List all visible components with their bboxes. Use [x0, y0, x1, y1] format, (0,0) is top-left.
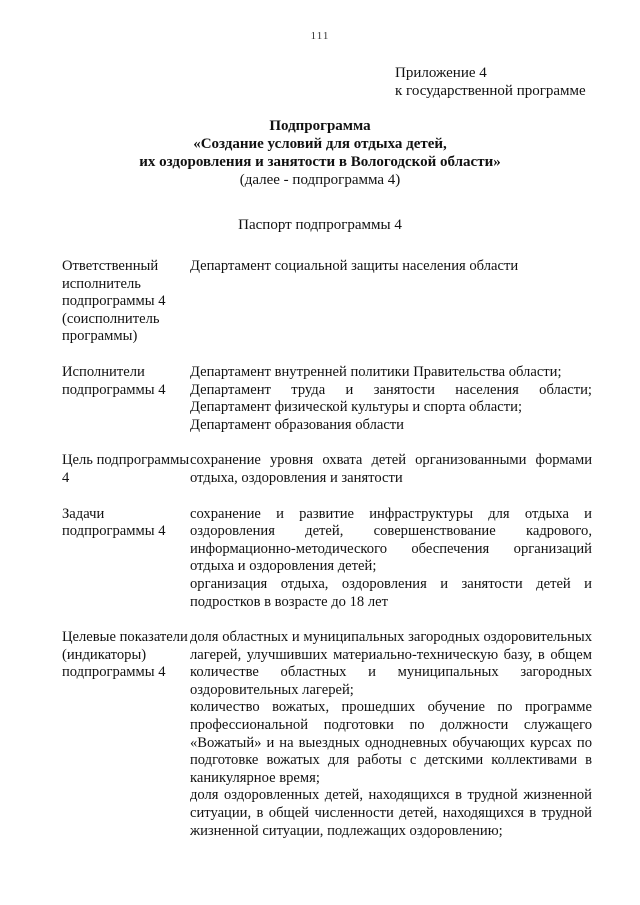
value-item: организация отдыха, оздоровления и занятости детей и подростков в возрасте до 18 лет [190, 575, 592, 610]
row-value [190, 452, 592, 487]
row-value [190, 258, 592, 346]
value-item: доля областных и муниципальных загородных оздоровительных лагерей, улучшивших материально-техническую базу, в общем количестве областных и муниципальных загородных оздоровительных лагерей; [190, 629, 592, 698]
value-item: количество вожатых, прошедших обучение по программе профессиональной подготовки по должности служащего «Вожатый» и на выездных однодневных обучающих курсах по подготовке вожатых для работы с детскими коллективами в каникулярное время; [190, 699, 592, 786]
value-item: Департамент внутренней политики Правительства области; [190, 363, 562, 380]
row-label: Целевые показатели (индикаторы) подпрограммы 4 [62, 629, 188, 681]
value-item: сохранение уровня охвата детей организованными формами отдыха, оздоровления и занятости [190, 452, 592, 486]
appendix-line-1: Приложение 4 [395, 65, 487, 81]
passport-row-executors [62, 364, 592, 434]
value-item: Департамент социальной защиты населения области [190, 258, 519, 274]
value-item: Департамент труда и занятости населения области; Департамент физической культуры и спорта области; [190, 381, 592, 416]
appendix-note [395, 64, 586, 100]
passport-row-tasks [62, 506, 592, 612]
title-line-2: «Создание условий для отдыха детей, [193, 136, 447, 152]
value-item: доля оздоровленных детей, находящихся в трудной жизненной ситуации, в общей численности детей, находящихся в трудной жизненной ситуации, подлежащих оздоровлению; [190, 787, 592, 839]
passport-row-goal [62, 452, 592, 487]
row-label: Ответственный исполнитель подпрограммы 4 (соисполнитель программы) [62, 258, 166, 345]
value-item: сохранение и развитие инфраструктуры для отдыха и оздоровления детей, совершенствование кадрового, информационно-методического обеспечения организаций отдыха и оздоровления детей; [190, 505, 592, 575]
row-label: Задачи подпрограммы 4 [62, 505, 166, 540]
appendix-line-2: к государственной программе [395, 83, 586, 99]
passport-row-indicators [62, 629, 592, 840]
page-number: 111 [310, 30, 330, 42]
row-value [190, 364, 592, 434]
title-line-1: Подпрограмма [269, 118, 371, 134]
row-value [190, 506, 592, 612]
row-label: Исполнители подпрограммы 4 [62, 363, 166, 398]
title-line-4: (далее - подпрограмма 4) [239, 172, 401, 188]
document-title [120, 117, 520, 189]
passport-heading: Паспорт подпрограммы 4 [238, 217, 402, 233]
passport-row-responsible [62, 258, 592, 346]
row-label: Цель подпрограммы 4 [62, 452, 190, 486]
row-value [190, 629, 592, 840]
value-item: Департамент образования области [190, 416, 404, 433]
passport-table [62, 258, 592, 840]
title-line-3: их оздоровления и занятости в Вологодской области» [139, 154, 501, 170]
